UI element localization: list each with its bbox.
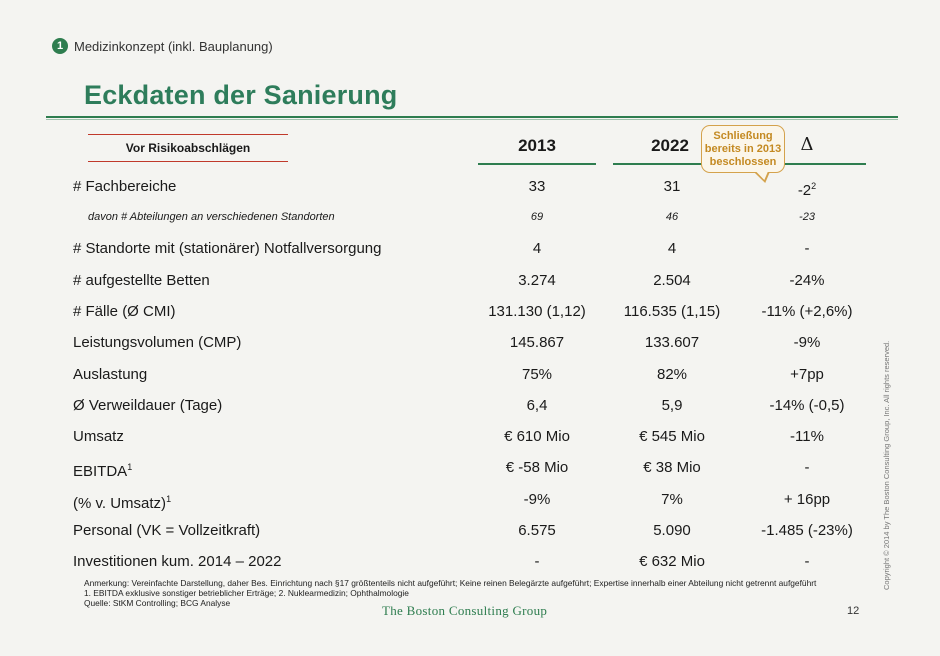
value-delta: -24%: [789, 272, 825, 289]
value-2013: 3.274: [518, 272, 556, 289]
closure-callout: Schließung bereits in 2013 beschlossen: [701, 125, 785, 173]
value-delta: -9%: [793, 334, 821, 351]
title-subdivider: [46, 119, 898, 120]
footnote-remark: Anmerkung: Vereinfachte Darstellung, daher Bes. Einrichtung nach §17 größtenteils nicht aufgeführt; Keine reinen Belegärzte aufgeführt; Expertise innerhalb einer Abteilung nicht getrennt aufgeführt: [84, 578, 817, 588]
section-number-badge: 1: [52, 38, 68, 54]
value-delta: -: [804, 553, 810, 570]
table-row: [0, 421, 940, 452]
value-delta: -1.485 (-23%): [761, 522, 853, 539]
value-delta: -: [804, 459, 810, 476]
table-row: [0, 515, 940, 546]
page-number: 12: [847, 605, 860, 617]
value-2013: € -58 Mio: [505, 459, 569, 476]
row-label: # Fachbereiche: [73, 178, 177, 195]
column-header-delta: Δ: [800, 134, 814, 155]
value-2022: 133.607: [644, 334, 700, 351]
table-row: [0, 171, 940, 202]
table-row: [0, 202, 940, 233]
value-2013: € 610 Mio: [504, 428, 570, 445]
value-2022: 2.504: [653, 272, 691, 289]
value-2022: € 632 Mio: [639, 553, 705, 570]
row-label: davon # Abteilungen an verschiedenen Standorten: [88, 211, 335, 223]
column-header-2013: 2013: [518, 136, 556, 155]
value-delta: -23: [799, 211, 815, 223]
section-indicator: [52, 38, 273, 54]
row-label: Leistungsvolumen (CMP): [73, 334, 242, 351]
value-delta: -: [804, 240, 810, 257]
value-delta: + 16pp: [783, 491, 831, 508]
value-2013: 145.867: [509, 334, 565, 351]
table-row: [0, 390, 940, 421]
value-2013: -9%: [523, 491, 551, 508]
table-row: [0, 359, 940, 390]
table-row: [0, 296, 940, 327]
value-delta: -11%: [790, 428, 824, 445]
row-label: # Standorte mit (stationärer) Notfallversorgung: [73, 240, 382, 257]
value-2022: 116.535 (1,15): [623, 303, 721, 320]
value-delta: -11% (+2,6%): [761, 303, 853, 320]
footnote-source: Quelle: StKM Controlling; BCG Analyse: [84, 598, 231, 608]
footer-brand: The Boston Consulting Group: [382, 603, 548, 618]
value-delta: +7pp: [790, 366, 824, 383]
table-row: [0, 233, 940, 264]
value-2013: 75%: [521, 366, 553, 383]
section-label: Medizinkonzept (inkl. Bauplanung): [74, 38, 273, 54]
value-2022: 31: [663, 178, 681, 195]
table-row: [0, 546, 940, 577]
value-2022: 5.090: [653, 522, 691, 539]
value-2022: 46: [665, 211, 679, 223]
row-header-label: Vor Risikoabschlägen: [88, 134, 288, 162]
table-row: [0, 452, 940, 483]
row-label: Investitionen kum. 2014 – 2022: [73, 553, 282, 570]
value-2022: 82%: [656, 366, 688, 383]
column-header-2022: 2022: [651, 136, 689, 155]
table-row: [0, 327, 940, 358]
column-rule-2013: [478, 163, 596, 165]
value-2013: 131.130 (1,12): [488, 303, 586, 320]
footnote-definitions: 1. EBITDA exklusive sonstiger betrieblicher Erträge; 2. Nuklearmedizin; Ophthalmologie: [84, 588, 409, 598]
row-label: Personal (VK = Vollzeitkraft): [73, 522, 261, 539]
value-delta: $-2^2$: [797, 181, 817, 199]
page-title: Eckdaten der Sanierung: [84, 80, 398, 110]
table-row: [0, 265, 940, 296]
table-row: [0, 484, 940, 515]
value-2013: 6.575: [518, 522, 556, 539]
value-2022: 7%: [661, 491, 683, 508]
title-divider: [46, 116, 898, 118]
row-label: Ø Verweildauer (Tage): [73, 397, 223, 414]
value-2022: 4: [667, 240, 677, 257]
row-label: # Fälle (Ø CMI): [73, 303, 176, 320]
value-2013: 69: [530, 211, 544, 223]
value-2022: 5,9: [661, 397, 683, 414]
value-delta: -14% (-0,5): [769, 397, 845, 414]
row-label: (% v. Umsatz)$^1$: [73, 494, 172, 512]
row-label: EBITDA$^1$: [73, 462, 133, 480]
value-2013: -: [534, 553, 540, 570]
value-2013: 6,4: [526, 397, 548, 414]
value-2022: € 545 Mio: [639, 428, 705, 445]
value-2013: 33: [528, 178, 546, 195]
value-2013: 4: [532, 240, 542, 257]
value-2022: € 38 Mio: [643, 459, 701, 476]
row-label: # aufgestellte Betten: [73, 272, 210, 289]
copyright-notice: Copyright © 2014 by The Boston Consulting Group, Inc. All rights reserved.: [882, 340, 891, 590]
row-label: Umsatz: [73, 428, 124, 445]
row-label: Auslastung: [73, 366, 148, 383]
